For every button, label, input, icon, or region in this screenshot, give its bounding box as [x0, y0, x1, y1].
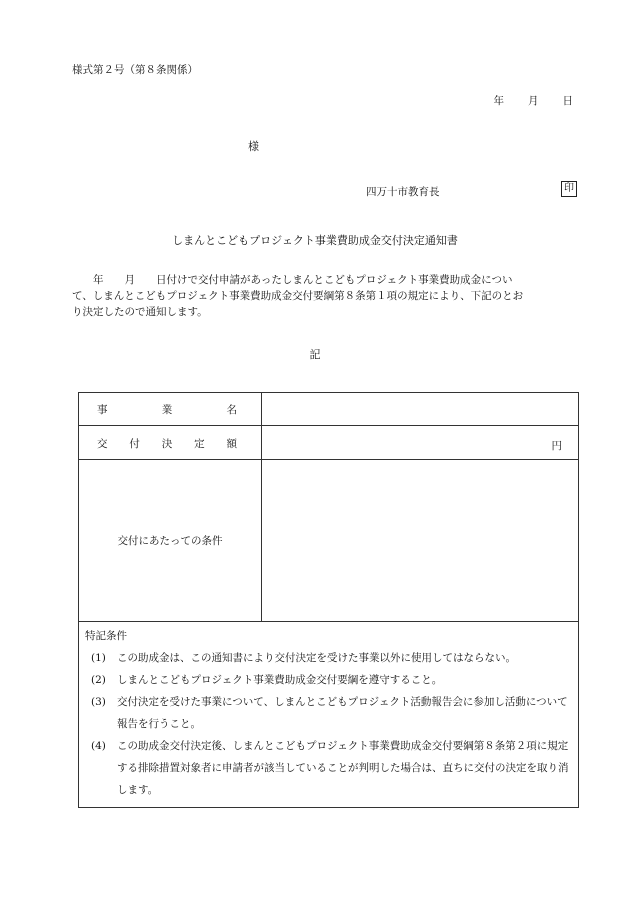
condition-text: しまんとこどもプロジェクト事業費助成金交付要綱を遵守すること。 [117, 674, 443, 686]
ki-heading: 記 [309, 348, 321, 361]
seal-mark: 印 [561, 181, 577, 197]
conditions-label: 交付にあたっての条件 [117, 535, 223, 547]
special-conditions-heading: 特記条件 [85, 630, 127, 642]
label-char: 付 [129, 438, 140, 450]
body-line: り決定したので通知します。 [72, 306, 208, 318]
body-text [72, 272, 580, 320]
label-char: 交 [97, 438, 108, 450]
table-row-divider [79, 621, 578, 622]
condition-number: (2) [91, 674, 106, 686]
condition-text: 交付決定を受けた事業について、しまんとこどもプロジェクト活動報告会に参加し活動について報告を行うこと。 [117, 696, 568, 730]
decision-amount-label [97, 436, 237, 451]
condition-item [85, 691, 575, 735]
form-number: 様式第２号（第８条関係） [72, 64, 198, 76]
label-char: 定 [194, 438, 205, 450]
date-month: 月 [528, 95, 539, 107]
condition-item [85, 647, 575, 669]
date-line [494, 93, 574, 108]
recipient-suffix: 様 [248, 140, 259, 153]
project-name-label [97, 402, 237, 417]
condition-number: (1) [91, 652, 106, 664]
condition-text: この助成金交付決定後、しまんとこどもプロジェクト事業費助成金交付要綱第８条第２項に規定する排除措置対象者に申請者が該当していることが判明した場合は、直ちに交付の決定を取り消します。 [117, 740, 569, 796]
condition-number: (4) [91, 740, 106, 752]
yen-unit: 円 [551, 440, 562, 452]
date-year: 年 [493, 95, 504, 107]
table-row-divider [79, 459, 578, 460]
table-column-divider [261, 393, 262, 621]
body-line: て、しまんとこどもプロジェクト事業費助成金交付要綱第８条第１項の規定により、下記のとお [72, 290, 524, 302]
special-conditions [85, 628, 575, 801]
label-char: 額 [226, 438, 237, 450]
document-title: しまんとこどもプロジェクト事業費助成金交付決定通知書 [172, 234, 458, 247]
table-row-divider [79, 425, 578, 426]
date-day: 日 [562, 95, 573, 107]
label-char: 名 [226, 404, 237, 416]
label-char: 事 [97, 404, 108, 416]
condition-number: (3) [91, 696, 106, 708]
decision-table [78, 392, 579, 808]
condition-text: この助成金は、この通知書により交付決定を受けた事業以外に使用してはならない。 [117, 652, 516, 664]
body-line: 年 月 日付けで交付申請があったしまんとこどもプロジェクト事業費助成金につい [72, 274, 513, 286]
label-char: 業 [161, 404, 173, 416]
condition-item [85, 735, 575, 801]
label-char: 決 [161, 438, 173, 450]
issuer-name: 四万十市教育長 [366, 186, 440, 198]
condition-item [85, 669, 575, 691]
